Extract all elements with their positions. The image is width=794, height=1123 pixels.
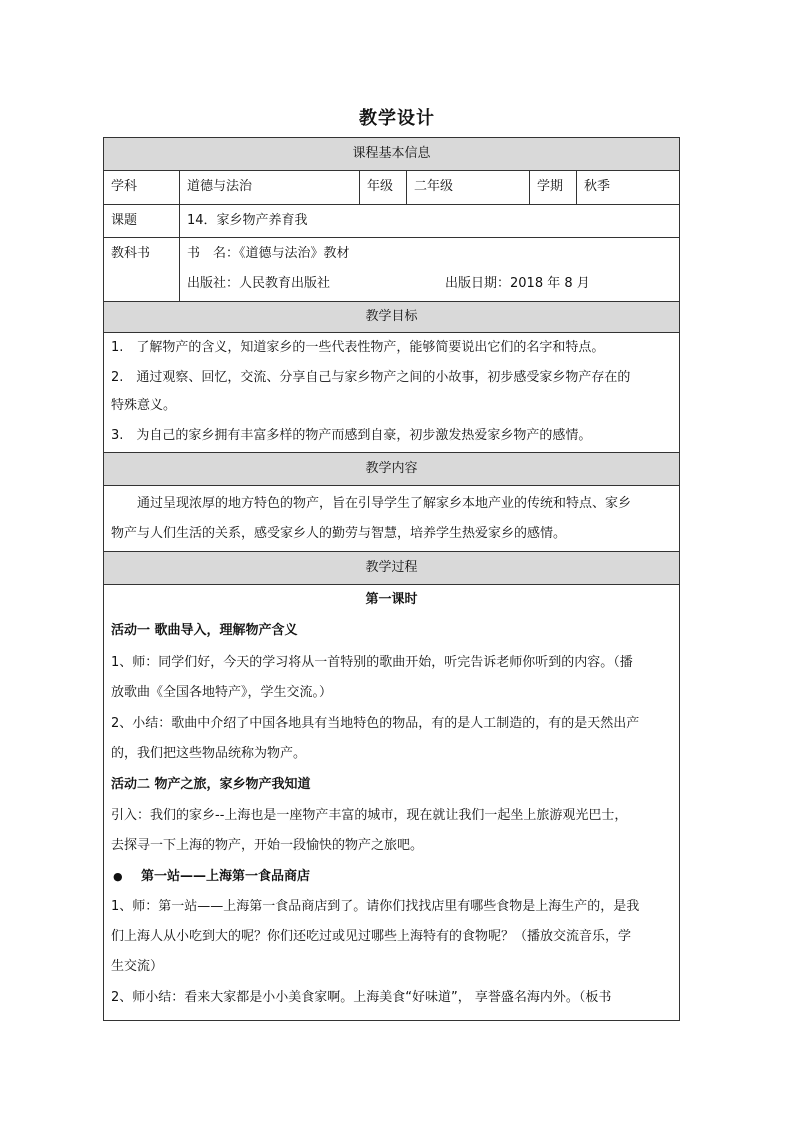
station-1-para-2-line-1: 2、师小结：看来大家都是小小美食家啊。上海美食“好味道”， 享誉盛名海内外。（板书 xyxy=(111,990,612,1005)
content-header: 教学内容 xyxy=(104,453,679,486)
objective-2-line1: 2. 通过观察、回忆，交流、分享自己与家乡物产之间的小故事，初步感受家乡物产存在的 xyxy=(111,370,631,385)
textbook-row xyxy=(104,238,679,302)
station-1-title: 第一站——上海第一食品商店 xyxy=(141,869,311,884)
objective-1: 1. 了解物产的含义，知道家乡的一些代表性物产，能够简要说出它们的名字和特点。 xyxy=(111,340,605,355)
intro-line-1: 引入：我们的家乡--上海也是一座物产丰富的城市，现在就让我们一起坐上旅游观光巴士， xyxy=(111,808,628,823)
grade-label: 年级 xyxy=(359,171,406,204)
station-1-para-1-line-2: 们上海人从小吃到大的呢？你们还吃过或见过哪些上海特有的食物呢？（播放交流音乐，学 xyxy=(111,929,632,944)
content-body xyxy=(104,486,679,552)
activity-1-para-1-line-1: 1、师：同学们好，今天的学习将从一首特别的歌曲开始，听完告诉老师你听到的内容。（播 xyxy=(111,655,633,670)
term-value: 秋季 xyxy=(576,171,679,204)
textbook-details xyxy=(179,238,679,301)
activity-1-para-2-line-2: 的，我们把这些物品统称为物产。 xyxy=(111,746,307,761)
objectives-header: 教学目标 xyxy=(104,302,679,333)
activity-1-title: 活动一 歌曲导入，理解物产含义 xyxy=(111,623,298,638)
subject-value: 道德与法治 xyxy=(179,171,359,204)
subject-label: 学科 xyxy=(111,179,138,194)
process-header: 教学过程 xyxy=(104,552,679,585)
topic-label: 课题 xyxy=(111,213,138,228)
lesson-plan-table xyxy=(103,137,680,1021)
objective-3: 3. 为自己的家乡拥有丰富多样的物产而感到自豪，初步激发热爱家乡物产的感情。 xyxy=(111,428,592,443)
textbook-label: 教科书 xyxy=(111,246,151,261)
book-name: 书 名：《道德与法治》教材 xyxy=(187,246,350,261)
activity-1-para-2-line-1: 2、小结：歌曲中介绍了中国各地具有当地特色的物品，有的是人工制造的，有的是天然出产 xyxy=(111,716,640,731)
intro-line-2: 去探寻一下上海的物产，开始一段愉快的物产之旅吧。 xyxy=(111,838,424,853)
station-1-para-1-line-1: 1、师：第一站——上海第一食品商店到了。请你们找找店里有哪些食物是上海生产的，是我 xyxy=(111,899,640,914)
publisher: 出版社：人民教育出版社 xyxy=(187,276,331,291)
document-title: 教学设计 xyxy=(359,108,435,129)
content-line-2: 物产与人们生活的关系，感受家乡人的勤劳与智慧，培养学生热爱家乡的感情。 xyxy=(111,526,567,541)
content-line-1: 通过呈现浓厚的地方特色的物产，旨在引导学生了解家乡本地产业的传统和特点、家乡 xyxy=(111,496,632,511)
bullet-icon: ● xyxy=(113,870,123,883)
grade-value: 二年级 xyxy=(406,171,529,204)
topic-row xyxy=(104,205,679,238)
lesson-title: 第一课时 xyxy=(365,592,418,607)
station-1-para-1-line-3: 生交流） xyxy=(111,959,164,974)
publish-date: 出版日期：2018 年 8 月 xyxy=(445,276,590,291)
activity-2-title: 活动二 物产之旅，家乡物产我知道 xyxy=(111,777,311,792)
objectives-body xyxy=(104,333,679,453)
term-label: 学期 xyxy=(529,171,576,204)
objective-2-line2: 特殊意义。 xyxy=(111,398,177,413)
course-info-header: 课程基本信息 xyxy=(104,138,679,171)
process-body xyxy=(104,585,679,1021)
topic-value: 14．家乡物产养育我 xyxy=(179,205,679,237)
subject-row xyxy=(104,171,679,205)
activity-1-para-1-line-2: 放歌曲《全国各地特产》，学生交流。） xyxy=(111,685,333,700)
